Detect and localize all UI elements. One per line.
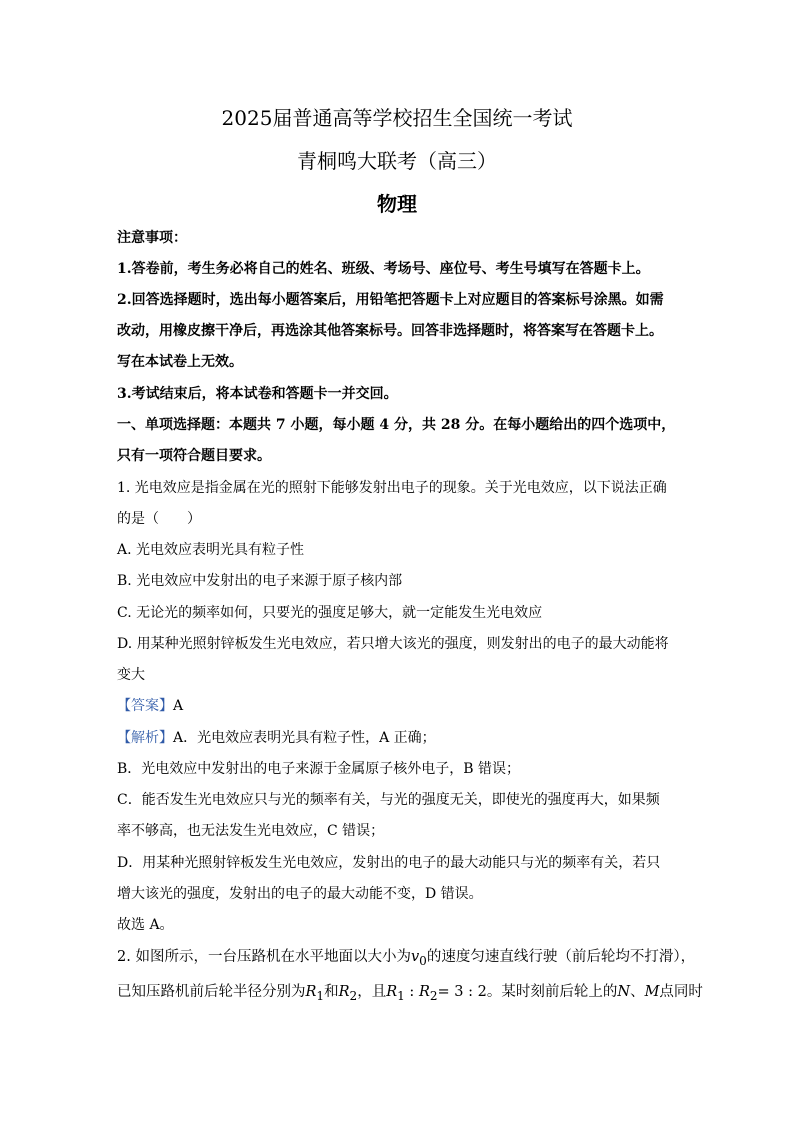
notes-heading: 注意事项： (117, 230, 187, 246)
ratio-colon: : (404, 984, 419, 1000)
q1-analysis-line-4: 率不够高，也无法发生光电效应，C 错误； (117, 823, 385, 839)
note-2-line-3: 写在本试卷上无效。 (117, 354, 243, 370)
var-v: v (410, 949, 420, 965)
var-v-subscript: 0 (419, 953, 427, 968)
q1-option-c: C. 无论光的频率如何，只要光的强度足够大，就一定能发生光电效应 (117, 605, 543, 621)
q2-stem-line-2 (117, 982, 703, 1006)
q1-analysis-line-1 (117, 728, 436, 748)
var-r1: R (305, 984, 317, 1000)
note-3: 3.考试结束后，将本试卷和答题卡一并交回。 (117, 386, 398, 402)
q1-option-d-line-2: 变大 (117, 667, 145, 683)
q2-text-1: 2. 如图所示，一台压路机在水平地面以大小为 (117, 949, 411, 965)
q1-option-a: A. 光电效应表明光具有粒子性 (117, 542, 305, 558)
ratio-value: = 3 : 2 (437, 984, 487, 1000)
q1-analysis-line-5: D．用某种光照射锌板发生光电效应，发射出的电子的最大动能只与光的频率有关，若只 (117, 855, 661, 871)
q1-conclusion: 故选 A。 (117, 917, 174, 933)
q2-stem-line-1 (117, 947, 695, 971)
exam-title: 2025届普通高等学校招生全国统一考试 (221, 106, 573, 130)
q2-text-3: 已知压路机前后轮半径分别为 (117, 984, 306, 1000)
q2-text-4: ，且 (357, 984, 387, 1000)
answer-tag: 【答案】 (117, 698, 173, 714)
q2-text-5: 。某时刻前后轮上的 (486, 984, 618, 1000)
var-r2-subscript: 2 (349, 988, 358, 1003)
analysis-text: A．光电效应表明光具有粒子性，A 正确； (173, 730, 436, 746)
q2-text-and: 和 (324, 984, 339, 1000)
q1-option-b: B. 光电效应中发射出的电子来源于原子核内部 (117, 573, 403, 589)
point-m: M (644, 984, 660, 1000)
ratio-r1: R (386, 984, 398, 1000)
q1-analysis-line-3: C．能否发生光电效应只与光的频率有关，与光的强度无关，即使光的强度再大，如果频 (117, 792, 660, 808)
q1-analysis-line-2: B．光电效应中发射出的电子来源于金属原子核外电子，B 错误； (117, 761, 521, 777)
ratio-r2: R (418, 984, 430, 1000)
analysis-tag: 【解析】 (117, 730, 173, 746)
q1-stem-line-1: 1. 光电效应是指金属在光的照射下能够发射出电子的现象。关于光电效应，以下说法正确 (117, 480, 667, 496)
point-separator: 、 (630, 984, 645, 1000)
subject-title: 物理 (377, 192, 417, 216)
section-heading-line-2: 只有一项符合题目要求。 (117, 448, 271, 464)
note-2-line-2: 改动，用橡皮擦干净后，再选涂其他答案标号。回答非选择题时，将答案写在答题卡上。 (117, 323, 663, 339)
q1-stem-line-2: 的是（ ） (117, 511, 201, 527)
q2-text-6: 点同时 (659, 984, 703, 1000)
point-n: N (617, 984, 631, 1000)
q1-analysis-line-6: 增大该光的强度，发射出的电子的最大动能不变，D 错误。 (117, 886, 483, 902)
answer-value: A (173, 698, 184, 714)
q1-option-d-line-1: D. 用某种光照射锌板发生光电效应，若只增大该光的强度，则发射出的电子的最大动能将 (117, 636, 669, 652)
ratio-r1-subscript: 1 (397, 988, 405, 1003)
note-1: 1.答卷前，考生务必将自己的姓名、班级、考场号、座位号、考生号填写在答题卡上。 (117, 261, 650, 277)
var-r2: R (338, 984, 350, 1000)
section-heading-line-1: 一、单项选择题：本题共 7 小题，每小题 4 分，共 28 分。在每小题给出的四个选项中， (117, 417, 676, 433)
exam-subtitle: 青桐鸣大联考（高三） (297, 149, 497, 173)
q2-text-2: 的速度匀速直线行驶（前后轮均不打滑）， (426, 949, 696, 965)
q1-answer (117, 696, 183, 716)
ratio-r2-subscript: 2 (429, 988, 438, 1003)
note-2-line-1: 2.回答选择题时，选出每小题答案后，用铅笔把答题卡上对应题目的答案标号涂黑。如需 (117, 292, 664, 308)
var-r1-subscript: 1 (316, 988, 325, 1003)
